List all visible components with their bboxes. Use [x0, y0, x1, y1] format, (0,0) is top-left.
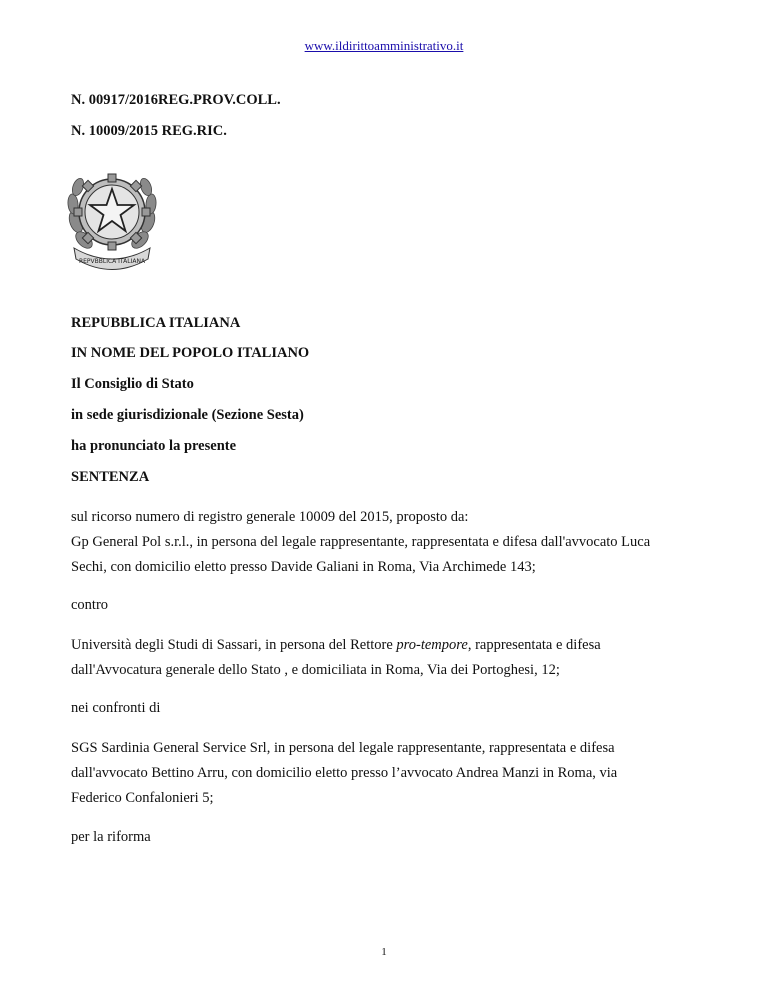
- resistente-line-2: dall'Avvocatura generale dello Stato , e domiciliata in Roma, Via dei Portoghesi, 12;: [71, 662, 560, 678]
- reg-prov-coll-number: N. 00917/2016REG.PROV.COLL.: [71, 92, 281, 108]
- resistente-line-1: [71, 637, 601, 654]
- resistente-line-1-pre: Università degli Studi di Sassari, in persona del Rettore: [71, 637, 397, 653]
- contro-label: contro: [71, 597, 109, 613]
- confronti-label: nei confronti di: [71, 700, 161, 716]
- controinteressato-line-2: dall'avvocato Bettino Arru, con domicilio eletto presso l’avvocato Andrea Manzi in Roma, via: [71, 765, 618, 781]
- page-number: 1: [381, 946, 387, 958]
- heading-sentenza: SENTENZA: [71, 469, 150, 485]
- heading-pronunciato: ha pronunciato la presente: [71, 438, 237, 454]
- resistente-line-1-italic: pro-tempore: [396, 637, 468, 653]
- riforma-label: per la riforma: [71, 829, 151, 845]
- heading-sede: in sede giurisdizionale (Sezione Sesta): [71, 407, 304, 423]
- heading-republic: REPUBBLICA ITALIANA: [71, 315, 241, 331]
- site-link[interactable]: www.ildirittoamministrativo.it: [304, 38, 464, 53]
- italian-emblem: [62, 162, 162, 272]
- ricorrente-line-2: Sechi, con domicilio eletto presso Davide Galiani in Roma, Via Archimede 143;: [71, 559, 536, 575]
- controinteressato-line-1: SGS Sardinia General Service Srl, in persona del legale rappresentante, rappresentata e difesa: [71, 740, 615, 756]
- emblem-ribbon-text: REPVBBLICA ITALIANA: [78, 258, 146, 265]
- ricorso-intro: sul ricorso numero di registro generale 10009 del 2015, proposto da:: [71, 509, 469, 525]
- heading-in-nome: IN NOME DEL POPOLO ITALIANO: [71, 345, 310, 361]
- resistente-line-1-post: , rappresentata e difesa: [467, 637, 601, 653]
- reg-ric-number: N. 10009/2015 REG.RIC.: [71, 123, 227, 139]
- ricorrente-line-1: Gp General Pol s.r.l., in persona del legale rappresentante, rappresentata e difesa dall'avvocato Luca: [71, 534, 651, 550]
- heading-consiglio: Il Consiglio di Stato: [71, 376, 194, 392]
- controinteressato-line-3: Federico Confalonieri 5;: [71, 790, 214, 806]
